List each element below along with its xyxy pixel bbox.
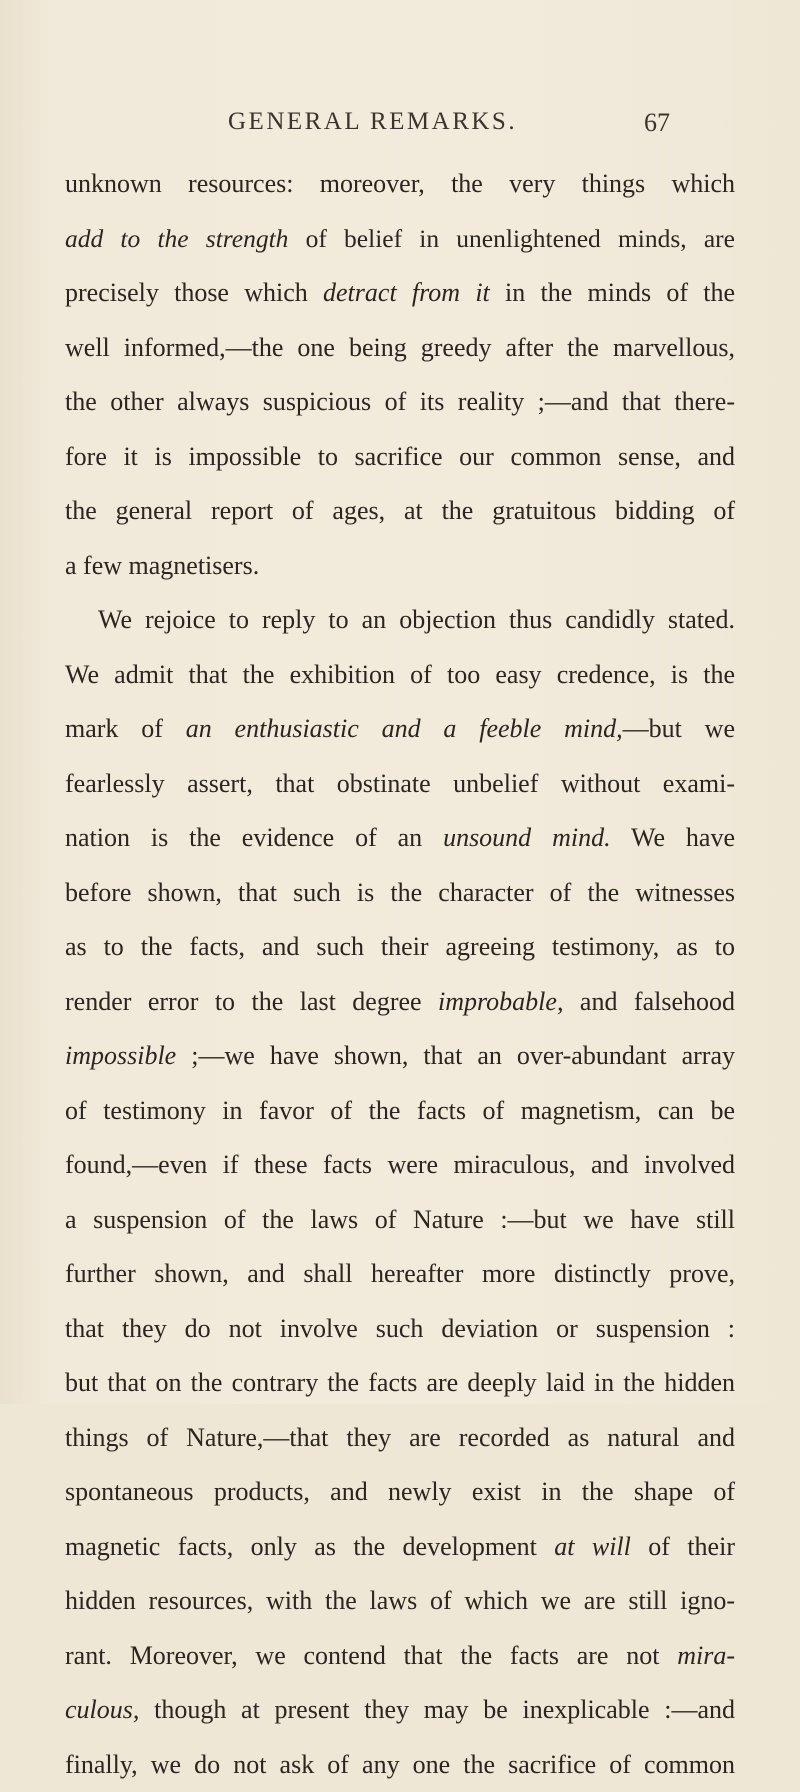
page-number: 67 [644,108,670,138]
italic-text: at will [554,1532,631,1561]
text-line [65,266,735,321]
text-line [65,811,735,866]
page-header [0,108,800,148]
text-line [65,1411,735,1466]
text-line [65,1629,735,1684]
text-line [65,1193,735,1248]
text-segment: of their [631,1532,735,1561]
text-line [65,1029,735,1084]
text-segment: a few magnetisers. [65,551,259,580]
text-line [65,866,735,921]
text-line [65,1683,735,1738]
text-segment: unknown resources: moreover, the very things which [65,169,735,198]
text-line [65,1738,735,1792]
text-segment: of testimony in favor of the facts of magnetism, can be [65,1096,735,1125]
text-segment: nation is the evidence of an [65,823,443,852]
text-segment: before shown, that such is the character of the witnesses [65,878,735,907]
text-segment: mark of [65,714,186,743]
text-segment: rant. Moreover, we contend that the facts are not [65,1641,677,1670]
italic-text: improbable, [438,987,563,1016]
text-segment: We have [611,823,735,852]
text-segment: of belief in unenlightened minds, are [288,224,735,253]
text-segment: spontaneous products, and newly exist in the shape of [65,1477,735,1506]
body-text [65,157,735,1792]
text-segment: fore it is impossible to sacrifice our common sense, and [65,442,735,471]
text-line [65,484,735,539]
text-segment: but that on the contrary the facts are deeply laid in the hidden [65,1368,735,1397]
italic-text: mira- [677,1641,735,1670]
text-segment: finally, we do not ask of any one the sacrifice of common [65,1750,735,1779]
text-segment: precisely those which [65,278,323,307]
text-segment: We rejoice to reply to an objection thus candidly stated. [98,605,735,634]
text-segment: well informed,—the one being greedy after the marvellous, [65,333,735,362]
text-line [65,593,735,648]
text-segment: as to the facts, and such their agreeing testimony, as to [65,932,735,961]
text-segment: further shown, and shall hereafter more distinctly prove, [65,1259,735,1288]
text-segment: a suspension of the laws of Nature :—but we have still [65,1205,735,1234]
text-line [65,1356,735,1411]
text-segment: fearlessly assert, that obstinate unbelief without exami- [65,769,735,798]
text-line [65,1465,735,1520]
text-line [65,648,735,703]
text-line [65,1520,735,1575]
text-line [65,702,735,757]
text-segment: that they do not involve such deviation or suspension : [65,1314,735,1343]
text-line [65,430,735,485]
italic-text: detract from it [323,278,490,307]
text-line [65,1084,735,1139]
text-line [65,157,735,212]
text-line [65,975,735,1030]
italic-text: add to the strength [65,224,288,253]
text-segment: though at present they may be inexplicable :—and [139,1695,735,1724]
text-line [65,539,735,594]
text-segment: ;—we have shown, that an over-abundant array [176,1041,735,1070]
text-line [65,1247,735,1302]
italic-text: an enthusiastic and a feeble mind, [186,714,623,743]
text-segment: the other always suspicious of its reality ;—and that there- [65,387,735,416]
text-line [65,375,735,430]
text-line [65,1574,735,1629]
text-line [65,1302,735,1357]
text-segment: magnetic facts, only as the development [65,1532,554,1561]
text-segment: things of Nature,—that they are recorded as natural and [65,1423,735,1452]
text-line [65,1138,735,1193]
italic-text: impossible [65,1041,176,1070]
text-segment: and falsehood [563,987,735,1016]
italic-text: unsound mind. [443,823,611,852]
text-segment: —but we [623,714,735,743]
text-segment: render error to the last degree [65,987,438,1016]
running-head: GENERAL REMARKS. [228,108,517,136]
text-segment: found,—even if these facts were miraculous, and involved [65,1150,735,1179]
text-line [65,212,735,267]
text-line [65,920,735,975]
text-line [65,321,735,376]
italic-text: culous, [65,1695,139,1724]
text-segment: We admit that the exhibition of too easy credence, is the [65,660,735,689]
text-segment: in the minds of the [490,278,735,307]
text-line [65,757,735,812]
text-segment: the general report of ages, at the gratuitous bidding of [65,496,735,525]
text-segment: hidden resources, with the laws of which we are still igno- [65,1586,735,1615]
